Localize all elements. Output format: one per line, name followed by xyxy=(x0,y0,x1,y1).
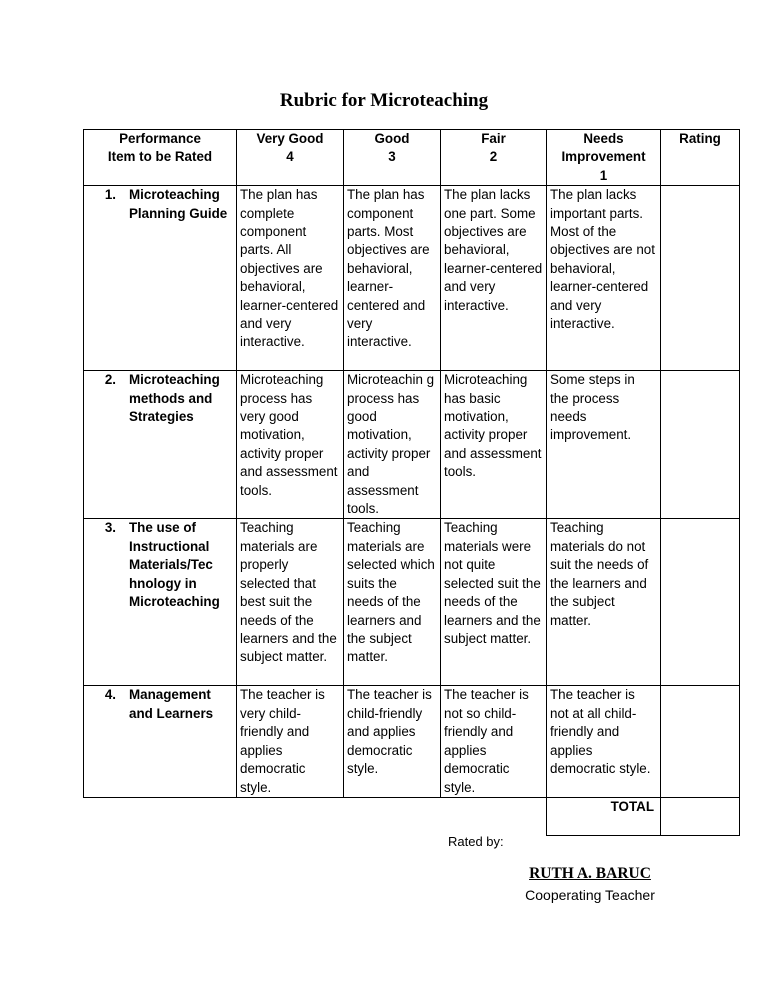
item-label: Microteaching methods and Strategies xyxy=(129,372,220,425)
very-good-cell: Microteaching process has very good motivation, activity proper and assessment tools. xyxy=(237,371,344,519)
header-needs-improvement-line1: Needs xyxy=(583,131,624,146)
header-needs-improvement-line2: Improvement xyxy=(561,149,646,165)
document-title: Rubric for Microteaching xyxy=(279,90,489,111)
needs-improvement-cell: The teacher is not at all child-friendly and applies democratic style. xyxy=(547,686,661,797)
header-row xyxy=(84,130,740,186)
table-row xyxy=(84,519,740,686)
header-rating: Rating xyxy=(661,130,740,186)
rated-by-label: Rated by: xyxy=(448,834,504,849)
good-cell: Teaching materials are selected which suits the needs of the learners and the subject matter. xyxy=(344,519,441,686)
very-good-cell: The plan has complete component parts. All objectives are behavioral, learner-centered and very interactive. xyxy=(237,186,344,371)
good-cell: Microteachin g process has good motivation, activity proper and assessment tools. xyxy=(344,371,441,519)
item-label: The use of Instructional Materials/Tec hnology in Microteaching xyxy=(129,520,220,610)
item-number: 3. xyxy=(104,520,116,536)
fair-cell: Teaching materials were not quite selected suit the needs of the learners and the subject matter. xyxy=(441,519,547,686)
header-needs-improvement xyxy=(547,130,661,186)
rubric-table xyxy=(83,129,740,836)
item-label: Microteaching Planning Guide xyxy=(129,187,228,221)
total-label: TOTAL xyxy=(547,797,661,835)
item-number: 2. xyxy=(104,372,116,388)
rating-cell[interactable] xyxy=(661,519,740,686)
item-cell xyxy=(84,371,237,519)
blank-cell xyxy=(84,797,237,835)
table-row xyxy=(84,186,740,371)
needs-improvement-cell: Teaching materials do not suit the needs of the learners and the subject matter. xyxy=(547,519,661,686)
rating-cell[interactable] xyxy=(661,186,740,371)
signer-role: Cooperating Teacher xyxy=(525,887,655,903)
table-row xyxy=(84,686,740,797)
item-label: Management and Learners xyxy=(129,687,214,721)
good-cell: The plan has component parts. Most objectives are behavioral, learner-centered and very interactive. xyxy=(344,186,441,371)
good-cell: The teacher is child-friendly and applies democratic style. xyxy=(344,686,441,797)
header-good-score: 3 xyxy=(388,149,396,165)
header-good xyxy=(344,130,441,186)
blank-cell xyxy=(237,797,344,835)
signer-name: RUTH A. BARUC xyxy=(529,865,651,882)
item-number: 4. xyxy=(104,687,116,703)
total-row xyxy=(84,797,740,835)
header-item-line2: Item to be Rated xyxy=(107,149,213,165)
item-cell xyxy=(84,519,237,686)
very-good-cell: The teacher is very child-friendly and applies democratic style. xyxy=(237,686,344,797)
header-item xyxy=(84,130,237,186)
blank-cell xyxy=(344,797,441,835)
header-good-label: Good xyxy=(374,131,410,146)
blank-cell xyxy=(441,797,547,835)
needs-improvement-cell: Some steps in the process needs improvement. xyxy=(547,371,661,519)
item-cell xyxy=(84,186,237,371)
header-very-good-label: Very Good xyxy=(256,131,324,146)
item-cell xyxy=(84,686,237,797)
total-value-cell[interactable] xyxy=(661,797,740,835)
fair-cell: The teacher is not so child-friendly and applies democratic style. xyxy=(441,686,547,797)
signature-block xyxy=(490,865,690,903)
header-fair xyxy=(441,130,547,186)
header-very-good-score: 4 xyxy=(286,149,294,165)
very-good-cell: Teaching materials are properly selected that best suit the needs of the learners and the subject matter. xyxy=(237,519,344,686)
fair-cell: Microteaching has basic motivation, activity proper and assessment tools. xyxy=(441,371,547,519)
needs-improvement-cell: The plan lacks important parts. Most of the objectives are not behavioral, learner-centered and very interactive. xyxy=(547,186,661,371)
header-fair-score: 2 xyxy=(489,149,498,165)
header-very-good xyxy=(237,130,344,186)
header-item-line1: Performance xyxy=(119,131,201,146)
table-row xyxy=(84,371,740,519)
rating-cell[interactable] xyxy=(661,686,740,797)
item-number: 1. xyxy=(104,187,116,203)
header-fair-label: Fair xyxy=(481,131,506,146)
header-needs-improvement-score: 1 xyxy=(599,167,608,183)
fair-cell: The plan lacks one part. Some objectives are behavioral, learner-centered and very interactive. xyxy=(441,186,547,371)
rating-cell[interactable] xyxy=(661,371,740,519)
